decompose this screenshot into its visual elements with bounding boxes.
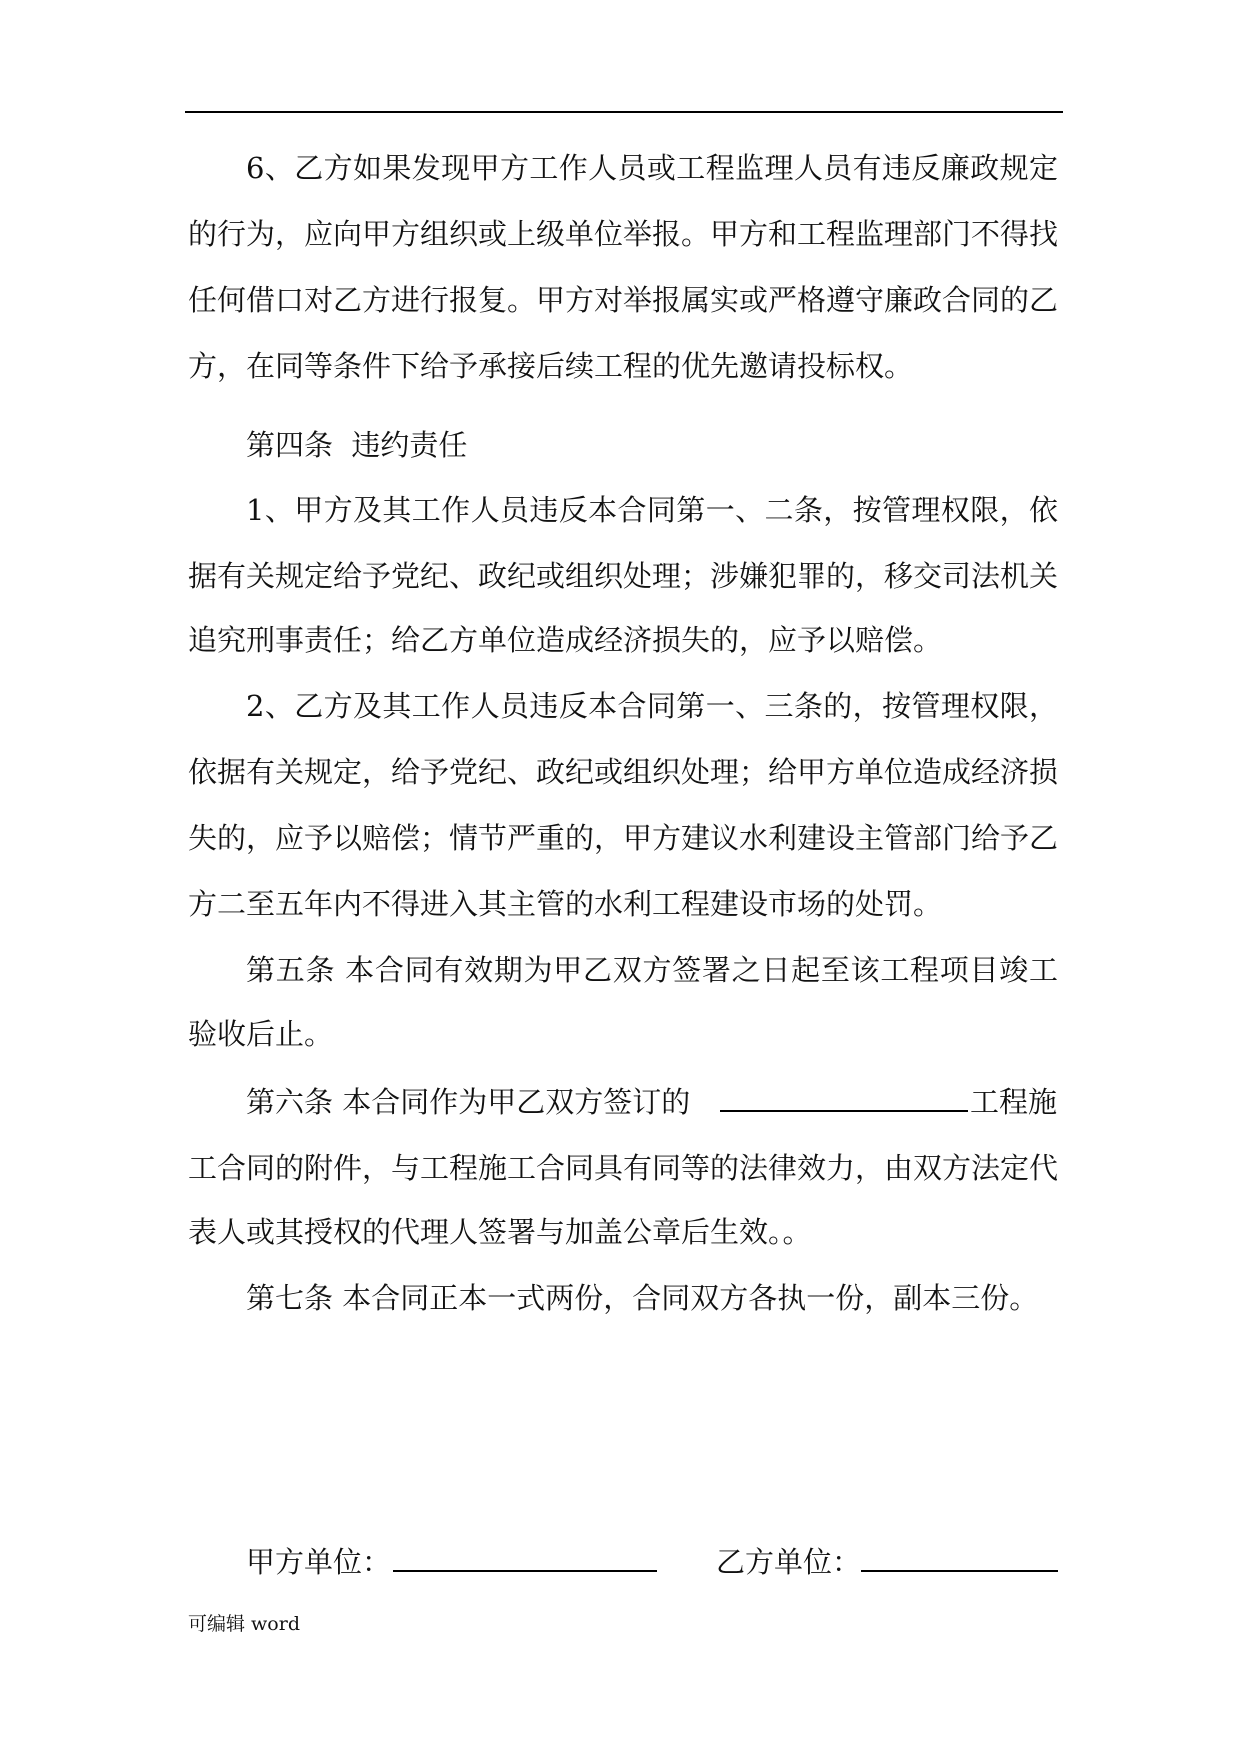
paragraph-line: 的行为，应向甲方组织或上级单位举报。甲方和工程监理部门不得找 (188, 217, 1059, 251)
paragraph-line: 据有关规定给予党纪、政纪或组织处理；涉嫌犯罪的，移交司法机关 (188, 559, 1059, 593)
paragraph-line: 2、乙方及其工作人员违反本合同第一、三条的，按管理权限， (246, 689, 1058, 723)
paragraph-line: 验收后止。 (188, 1017, 334, 1051)
paragraph-line: 第五条 本合同有效期为甲乙双方签署之日起至该工程项目竣工 (246, 953, 1058, 987)
paragraph-line: 失的，应予以赔偿；情节严重的，甲方建议水利建设主管部门给予乙 (188, 821, 1059, 855)
paragraph-line: 依据有关规定，给予党纪、政纪或组织处理；给甲方单位造成经济损 (188, 755, 1059, 789)
paragraph-line: 任何借口对乙方进行报复。甲方对举报属实或严格遵守廉政合同的乙 (188, 283, 1059, 317)
party-b-signature-blank (861, 1570, 1058, 1572)
paragraph-line: 方，在同等条件下给予承接后续工程的优先邀请投标权。 (188, 349, 914, 383)
paragraph-line: 6、乙方如果发现甲方工作人员或工程监理人员有违反廉政规定 (246, 151, 1058, 185)
paragraph-line: 追究刑事责任；给乙方单位造成经济损失的，应予以赔偿。 (188, 623, 943, 657)
project-name-blank (720, 1110, 968, 1112)
paragraph-line: 方二至五年内不得进入其主管的水利工程建设市场的处罚。 (188, 887, 943, 921)
party-a-label: 甲方单位： (246, 1545, 392, 1579)
footer-watermark: 可编辑 word (188, 1613, 300, 1635)
paragraph-line: 工合同的附件，与工程施工合同具有同等的法律效力，由双方法定代 (188, 1151, 1059, 1185)
paragraph-line: 工程施 (970, 1085, 1058, 1119)
paragraph-line: 1、甲方及其工作人员违反本合同第一、二条，按管理权限，依 (246, 493, 1058, 527)
paragraph-line: 表人或其授权的代理人签署与加盖公章后生效。。 (188, 1215, 812, 1249)
header-rule (185, 111, 1063, 113)
party-a-signature-blank (393, 1570, 657, 1572)
article-heading: 第四条 违约责任 (246, 428, 468, 462)
party-b-label: 乙方单位： (716, 1545, 862, 1579)
paragraph-line: 第六条 本合同作为甲乙双方签订的 (246, 1085, 691, 1119)
paragraph-line: 第七条 本合同正本一式两份，合同双方各执一份，副本三份。 (246, 1281, 1039, 1315)
